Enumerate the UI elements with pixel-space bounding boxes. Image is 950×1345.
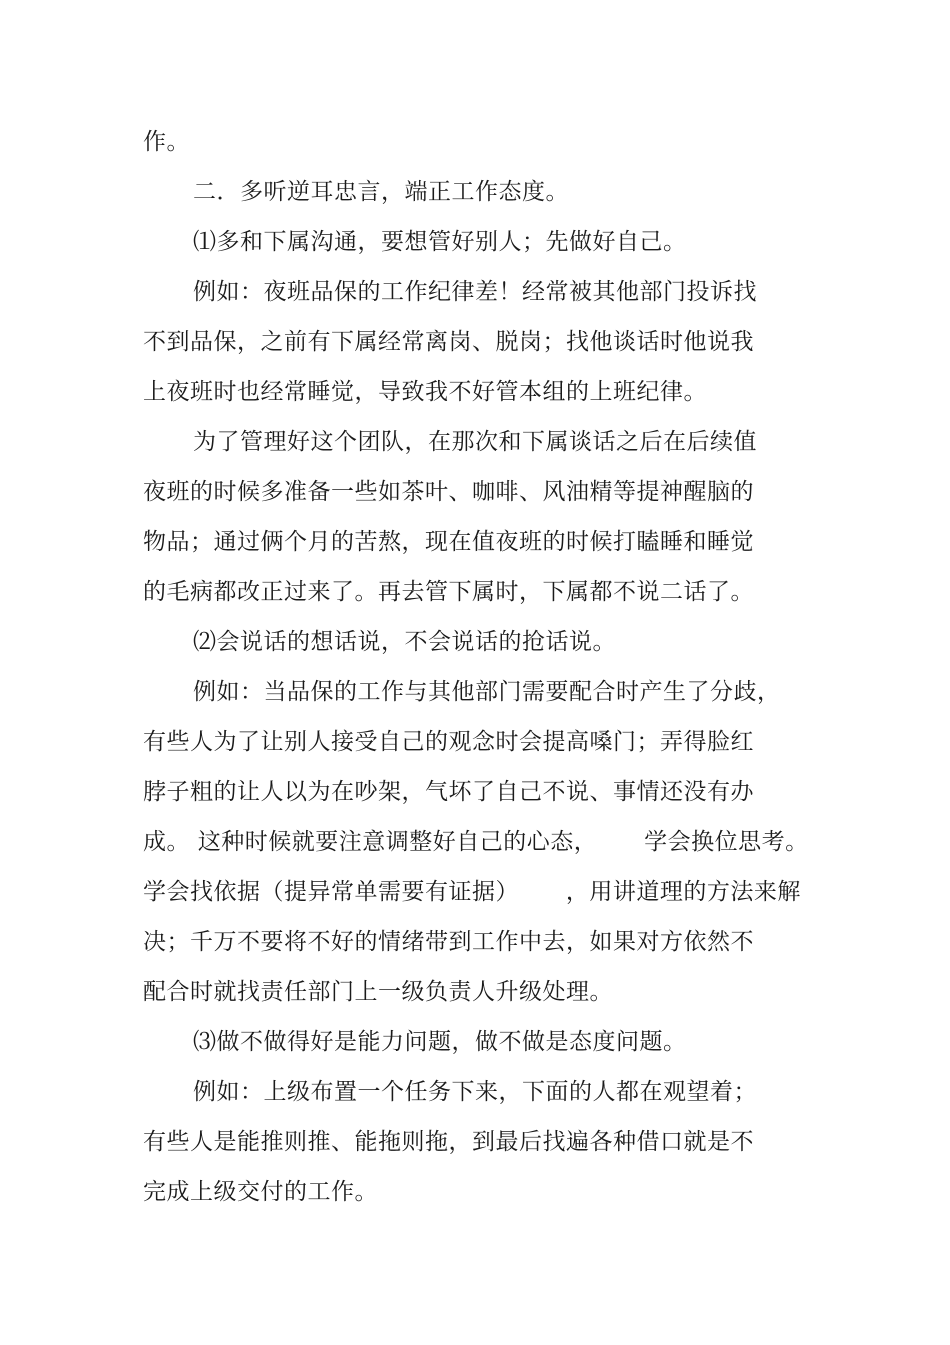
paragraph-line: 例如：当品保的工作与其他部门需要配合时产生了分歧， — [193, 679, 781, 705]
paragraph-line: 的毛病都改正过来了。再去管下属时，下属都不说二话了。 — [143, 579, 754, 605]
paragraph-line: 成。 这种时候就要注意调整好自己的心态， 学会换位思考。 — [143, 829, 809, 855]
subheading-3: ⑶做不做得好是能力问题，做不做是态度问题。 — [193, 1029, 687, 1055]
subheading-2: ⑵会说话的想话说，不会说话的抢话说。 — [193, 629, 616, 655]
paragraph-line: 有些人为了让别人接受自己的观念时会提高嗓门；弄得脸红 — [143, 729, 754, 755]
paragraph-line: 决；千万不要将不好的情绪带到工作中去，如果对方依然不 — [143, 929, 754, 955]
paragraph-line: 有些人是能推则推、能拖则拖，到最后找遍各种借口就是不 — [143, 1129, 754, 1155]
subheading-1: ⑴多和下属沟通，要想管好别人；先做好自己。 — [193, 229, 687, 255]
section-heading: 二．多听逆耳忠言，端正工作态度。 — [193, 179, 569, 205]
paragraph-line: 夜班的时候多准备一些如茶叶、咖啡、风油精等提神醒脑的 — [143, 479, 754, 505]
paragraph-line: 配合时就找责任部门上一级负责人升级处理。 — [143, 979, 613, 1005]
paragraph-line: 完成上级交付的工作。 — [143, 1179, 378, 1205]
paragraph-line: 不到品保，之前有下属经常离岗、脱岗；找他谈话时他说我 — [143, 329, 754, 355]
paragraph-line: 例如：夜班品保的工作纪律差！经常被其他部门投诉找 — [193, 279, 757, 305]
paragraph-line: 学会找依据（提异常单需要有证据） ，用讲道理的方法来解 — [143, 879, 801, 905]
text-line-1: 作。 — [143, 129, 190, 155]
paragraph-line: 脖子粗的让人以为在吵架，气坏了自己不说、事情还没有办 — [143, 779, 754, 805]
paragraph-line: 物品；通过俩个月的苦熬，现在值夜班的时候打瞌睡和睡觉 — [143, 529, 754, 555]
paragraph-line: 为了管理好这个团队，在那次和下属谈话之后在后续值 — [193, 429, 757, 455]
paragraph-line: 上夜班时也经常睡觉，导致我不好管本组的上班纪律。 — [143, 379, 707, 405]
paragraph-line: 例如：上级布置一个任务下来，下面的人都在观望着； — [193, 1079, 757, 1105]
